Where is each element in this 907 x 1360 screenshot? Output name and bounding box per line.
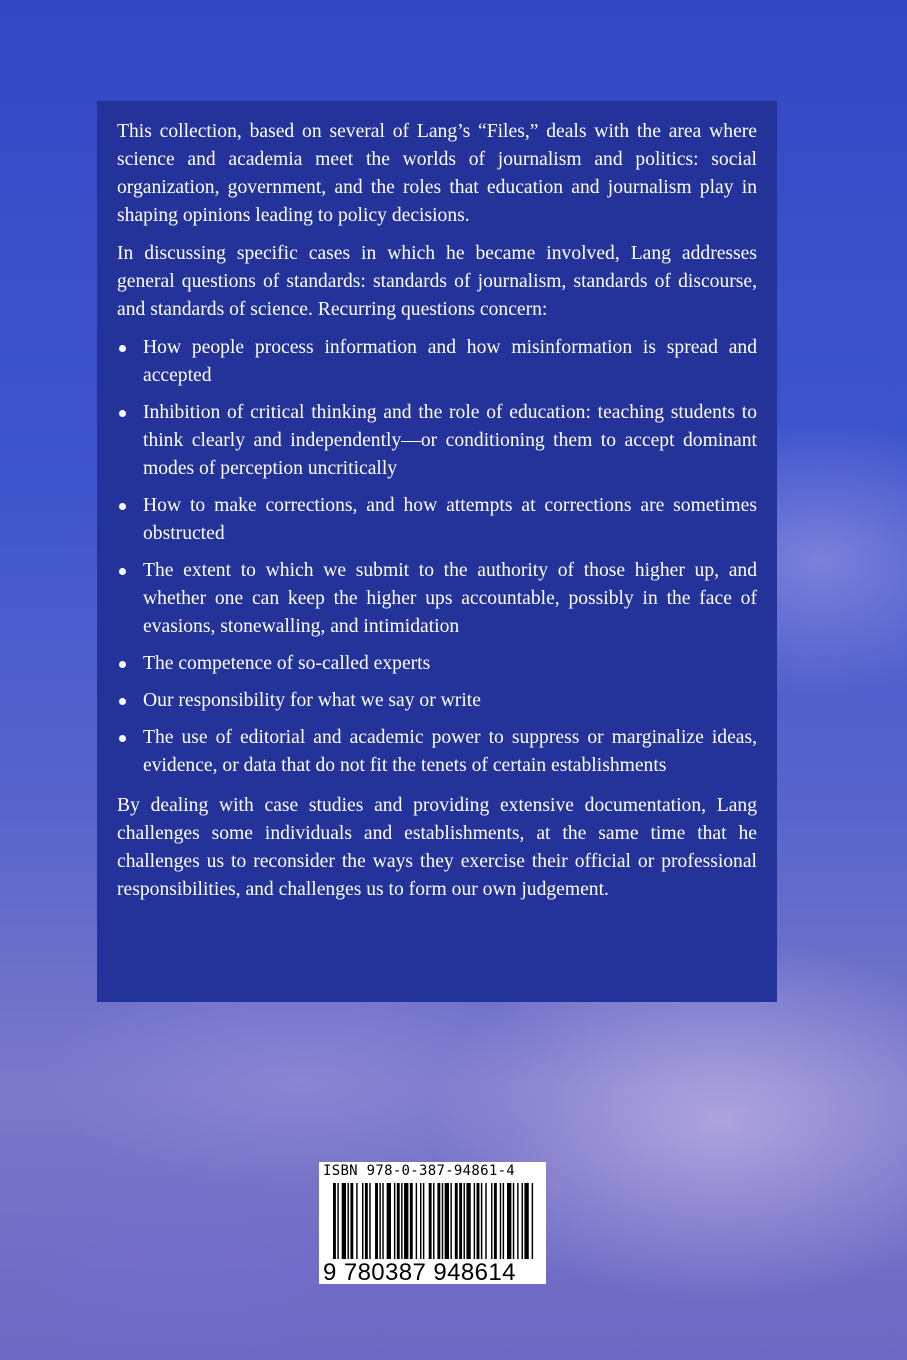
barcode-bar [369,1183,370,1259]
isbn-label: ISBN 978-0-387-94861-4 [323,1163,516,1179]
barcode-bar [337,1183,338,1259]
barcode-bar [455,1183,458,1259]
list-item [117,687,757,715]
barcode-bar [485,1183,486,1259]
barcode-bar [494,1183,497,1259]
barcode-bar [442,1183,443,1259]
questions-list [117,334,757,780]
barcode-bar [401,1183,402,1259]
barcode-bar [450,1183,451,1259]
list-item-text: The competence of so-called experts [143,653,431,674]
barcode-bar [445,1183,449,1259]
barcode-bar [348,1183,349,1259]
bullet-icon [119,410,126,417]
barcode-bar [397,1183,400,1259]
list-item [117,334,757,390]
barcode-bar [507,1183,511,1259]
barcode-bar [416,1183,417,1259]
barcode-bar [375,1183,378,1259]
isbn-barcode [319,1162,546,1284]
description-panel [97,101,777,1002]
list-item-text: Our responsibility for what we say or write [143,690,481,711]
barcode-bar [333,1183,336,1259]
barcode-bar [356,1183,357,1259]
list-item-text: How to make corrections, and how attempts at corrections are sometimes obstructed [143,495,757,544]
list-item [117,492,757,548]
bullet-icon [119,661,126,668]
list-item [117,650,757,678]
barcode-bar [466,1183,470,1259]
barcode-bar [477,1183,480,1259]
barcode-bar [429,1183,432,1259]
barcode-bar [379,1183,380,1259]
barcode-bar [350,1183,353,1259]
list-item [117,557,757,641]
bullet-icon [119,503,126,510]
barcode-bar [517,1183,518,1259]
barcode-bar [464,1183,465,1259]
list-item [117,724,757,780]
barcode-bar [410,1183,413,1259]
barcode-bar [513,1183,514,1259]
list-item [117,399,757,483]
barcode-bar [481,1183,482,1259]
barcode-bar [491,1183,492,1259]
barcode-bar [382,1183,383,1259]
barcode-bar [342,1183,346,1259]
questions-paragraph: In discussing specific cases in which he became involved, Lang addresses general questions of standards: standards of journalism, standards of discourse, and standards of science. Recurring questions concern: [117,243,757,320]
list-item-text: The extent to which we submit to the authority of those higher up, and whether one can keep the higher ups accountable, possibly in the face of evasions, stonewalling, and intimidation [143,560,757,637]
barcode-bar [503,1183,504,1259]
barcode-bar [500,1183,501,1259]
closing-paragraph: By dealing with case studies and providing extensive documentation, Lang challenges some individuals and establishments, at the same time that he challenges us to reconsider the ways they exercise their official or professional responsibilities, and challenges us to form our own judgement. [117,795,757,900]
barcode-bar [404,1183,408,1259]
barcode-bar [423,1183,424,1259]
intro-paragraph: This collection, based on several of Lang’s “Files,” deals with the area where science and academia meet the worlds of journalism and politics: social organization, government, and the roles that education and journalism play in shaping opinions leading to policy decisions. [117,121,757,226]
barcode-bar [522,1183,523,1259]
barcode-bar [459,1183,462,1259]
barcode-bar [362,1183,363,1259]
list-item-text: Inhibition of critical thinking and the role of education: teaching students to think clearly and independently—or conditioning them to accept dominant modes of perception uncritically [143,402,757,479]
barcode-bar [474,1183,475,1259]
bullet-icon [119,698,126,705]
barcode-bar [394,1183,395,1259]
barcode-bar [433,1183,434,1259]
barcode-digits: 9 780387 948614 [323,1259,516,1286]
barcode-bar [365,1183,368,1259]
bullet-icon [119,345,126,352]
list-item-text: How people process information and how misinformation is spread and accepted [143,337,757,386]
list-item-text: The use of editorial and academic power to suppress or marginalize ideas, evidence, or data that do not fit the tenets of certain establishments [143,727,757,776]
barcode-bar [524,1183,528,1259]
bullet-icon [119,568,126,575]
barcode-bar [437,1183,440,1259]
barcode-bar [387,1183,391,1259]
bullet-icon [119,735,126,742]
barcode-bar [532,1183,533,1259]
barcode-bar [420,1183,421,1259]
